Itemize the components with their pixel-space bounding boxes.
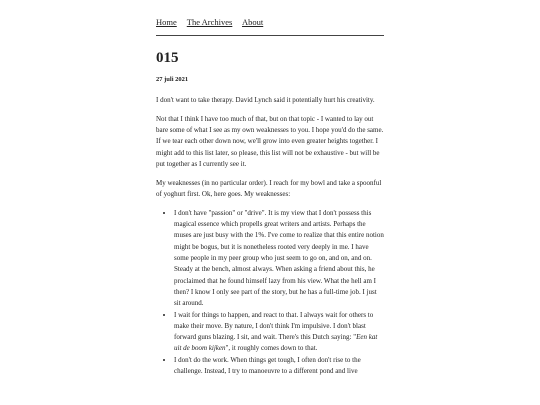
list-item [174,310,384,355]
paragraph: My weaknesses (in no particular order). I reach for my bowl and take a spoonful of yoghurt first. Ok, here goes. My weaknesses: [156,178,382,199]
dutch-saying: Een kat uit de boom kijken [174,333,378,353]
list-item: • I don't have "passion" or "drive". It is my view that I don't possess this magical essence which propells great writers and artists. Perhaps the muses are just busy with the 1%. I've come to realize that this entire notion might be bogus, but it is nonetheless rooted very deeply in me. I have some people in my peer group who just seem to go on, and on, and on. Steady at the bench, almost always. When asking a friend about this, he proclaimed that he found himself lazy from his view. What the hell am I then? I know I only see part of the story, but he has a full-time job. I just sit around. [174,208,384,310]
header-divider [156,35,384,36]
top-nav [156,17,271,27]
nav-link-home[interactable]: Home [156,17,177,27]
paragraph: Not that I think I have too much of that, but on that topic - I wanted to lay out bare some of what I see as my own weaknesses to you. I hope you'd do the same. If we tear each other down now, we'll grow into even greater heights together. I might add to this list later, so please, this list will not be exhaustive - but will be put together as I currently see it. [156,114,384,168]
nav-link-about[interactable]: About [241,17,264,27]
post-body [156,95,384,377]
list-item-text: I wait for things to happen, and react to that. I always wait for others to make their move. By nature, I don't think I'm impulsive. I don't blast forward guns blazing. I sit, and wait. There's this Dutch saying: " [174,310,374,342]
list-item-text: ", it roughly comes down to that. [225,344,318,353]
post-date: 27 juli 2021 [156,76,189,83]
list-item: • I don't do the work. When things get tough, I often don't rise to the challenge. Instead, I try to manoeuvre to a different pond and live [174,355,384,378]
paragraph: I don't want to take therapy. David Lynch said it potentially hurt his creativity. [156,96,375,104]
post-title: 015 [156,50,179,66]
nav-link-archives[interactable]: The Archives [186,17,233,27]
weakness-list [156,208,384,377]
